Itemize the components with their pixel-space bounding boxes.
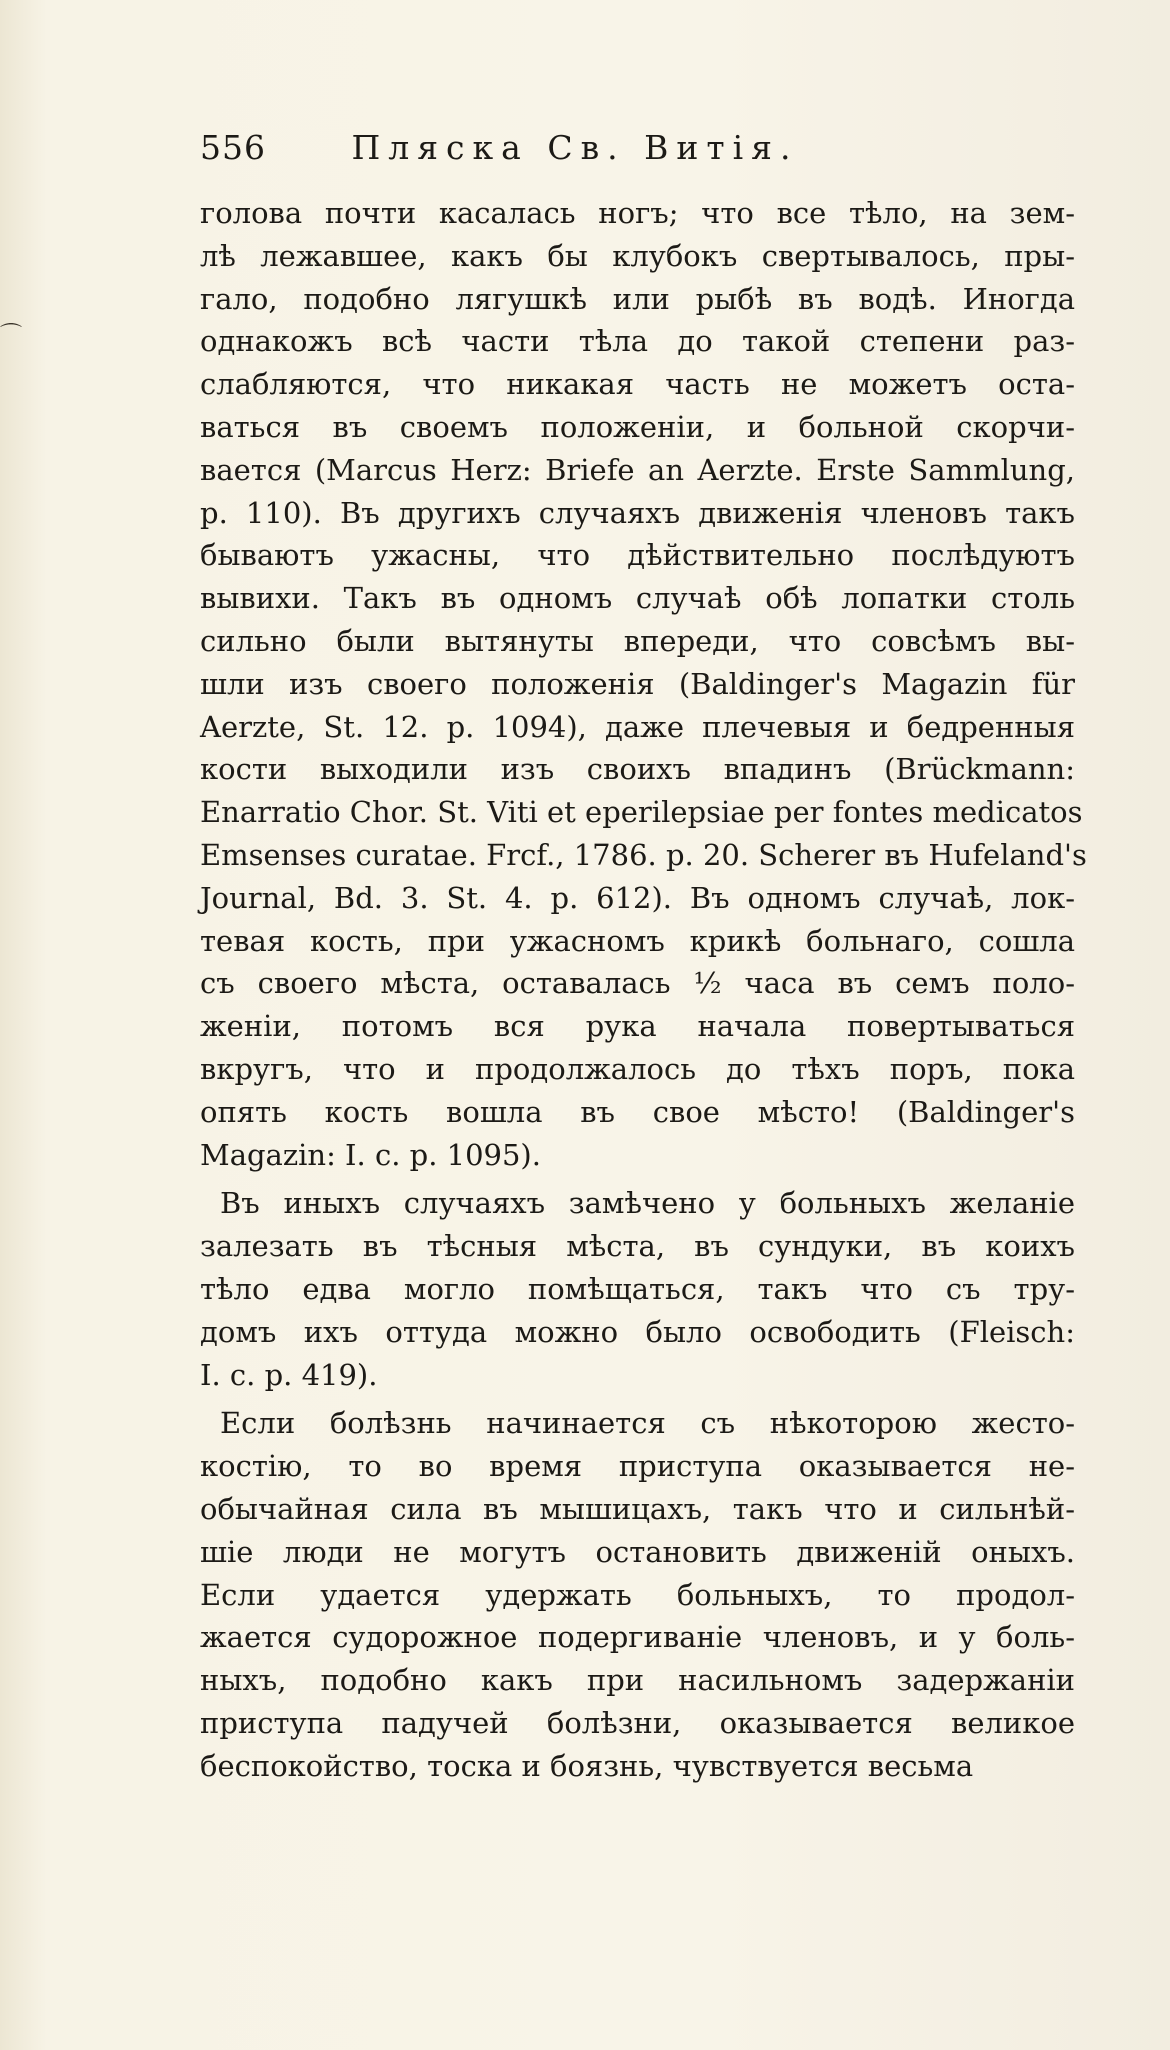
text-line: бываютъ ужасны, что дѣйствительно послѣдуютъ <box>200 538 1075 573</box>
text-line: однакожъ всѣ части тѣла до такой степени раз- <box>200 324 1075 359</box>
text-line: жается судорожное подергиваніе членовъ, и у боль- <box>200 1620 1075 1655</box>
text-line: гало, подобно лягушкѣ или рыбѣ въ водѣ. Иногда <box>200 281 1075 316</box>
text-line: слабляются, что никакая часть не можетъ оста- <box>200 367 1075 402</box>
margin-mark: ⌒ <box>0 323 23 348</box>
text-line: ваться въ своемъ положеніи, и больной скорчи- <box>200 409 1075 444</box>
text-line: обычайная сила въ мышицахъ, такъ что и сильнѣй- <box>200 1491 1075 1526</box>
text-line: Magazin: I. c. p. 1095). <box>200 1137 541 1172</box>
text-line: кости выходили изъ своихъ впадинъ (Brückmann: <box>200 752 1075 787</box>
body-text <box>200 192 1087 1787</box>
text-line: залезать въ тѣсныя мѣста, въ сундуки, въ коихъ <box>200 1229 1075 1264</box>
page-header <box>200 128 850 178</box>
text-line: Если болѣзнь начинается съ нѣкоторою жесто- <box>220 1406 1075 1441</box>
text-line: домъ ихъ оттуда можно было освободить (Fleisch: <box>200 1314 1075 1349</box>
page-number: 556 <box>200 128 266 167</box>
text-line: Enarratio Chor. St. Viti et eperilepsiae per fontes medicatos <box>200 795 1083 830</box>
text-line: голова почти касалась ногъ; что все тѣло, на зем- <box>200 196 1075 230</box>
text-line: шіе люди не могутъ остановить движеній оныхъ. <box>200 1534 1075 1569</box>
text-line: опять кость вошла въ свое мѣсто! (Baldinger's <box>200 1094 1075 1129</box>
text-line: p. 110). Въ другихъ случаяхъ движенія членовъ такъ <box>200 495 1075 530</box>
text-line: вкругъ, что и продолжалось до тѣхъ поръ, пока <box>200 1051 1075 1086</box>
text-line: шли изъ своего положенія (Baldinger's Magazin für <box>200 666 1075 701</box>
text-line: съ своего мѣста, оставалась ½ часа въ семъ поло- <box>200 966 1075 1001</box>
text-line: ныхъ, подобно какъ при насильномъ задержаніи <box>200 1663 1075 1698</box>
text-line: тевая кость, при ужасномъ крикѣ больнаго, сошла <box>200 923 1075 958</box>
text-line: Въ иныхъ случаяхъ замѣчено у больныхъ желаніе <box>220 1186 1075 1221</box>
text-line: Emsenses curatae. Frcf., 1786. p. 20. Scherer въ Hufeland's <box>200 837 1087 872</box>
text-line: вывихи. Такъ въ одномъ случаѣ обѣ лопатки столь <box>200 581 1075 616</box>
text-line: Journal, Bd. 3. St. 4. p. 612). Въ одномъ случаѣ, лок- <box>200 880 1075 915</box>
text-line: приступа падучей болѣзни, оказывается великое <box>200 1705 1075 1740</box>
paragraph <box>200 192 1087 1176</box>
text-line: тѣло едва могло помѣщаться, такъ что съ тру- <box>200 1271 1075 1306</box>
text-line: I. c. p. 419). <box>200 1357 378 1392</box>
text-line: женіи, потомъ вся рука начала повертываться <box>200 1009 1075 1044</box>
text-line: беспокойство, тоска и боязнь, чувствуется весьма <box>200 1748 974 1783</box>
text-line: вается (Marcus Herz: Briefe an Aerzte. Erste Sammlung, <box>200 452 1075 487</box>
paragraph <box>200 1182 1075 1396</box>
text-line: костію, то во время приступа оказывается не- <box>200 1449 1075 1484</box>
text-line: Если удается удержать больныхъ, то продол- <box>200 1577 1075 1612</box>
text-line: сильно были вытянуты впереди, что совсѣмъ вы- <box>200 623 1075 658</box>
text-line: лѣ лежавшее, какъ бы клубокъ свертывалось, пры- <box>200 238 1075 273</box>
paragraph <box>200 1402 1075 1787</box>
text-line: Aerzte, St. 12. p. 1094), даже плечевыя и бедренныя <box>200 709 1075 744</box>
running-title: Пляска Св. Витія. <box>351 128 799 167</box>
